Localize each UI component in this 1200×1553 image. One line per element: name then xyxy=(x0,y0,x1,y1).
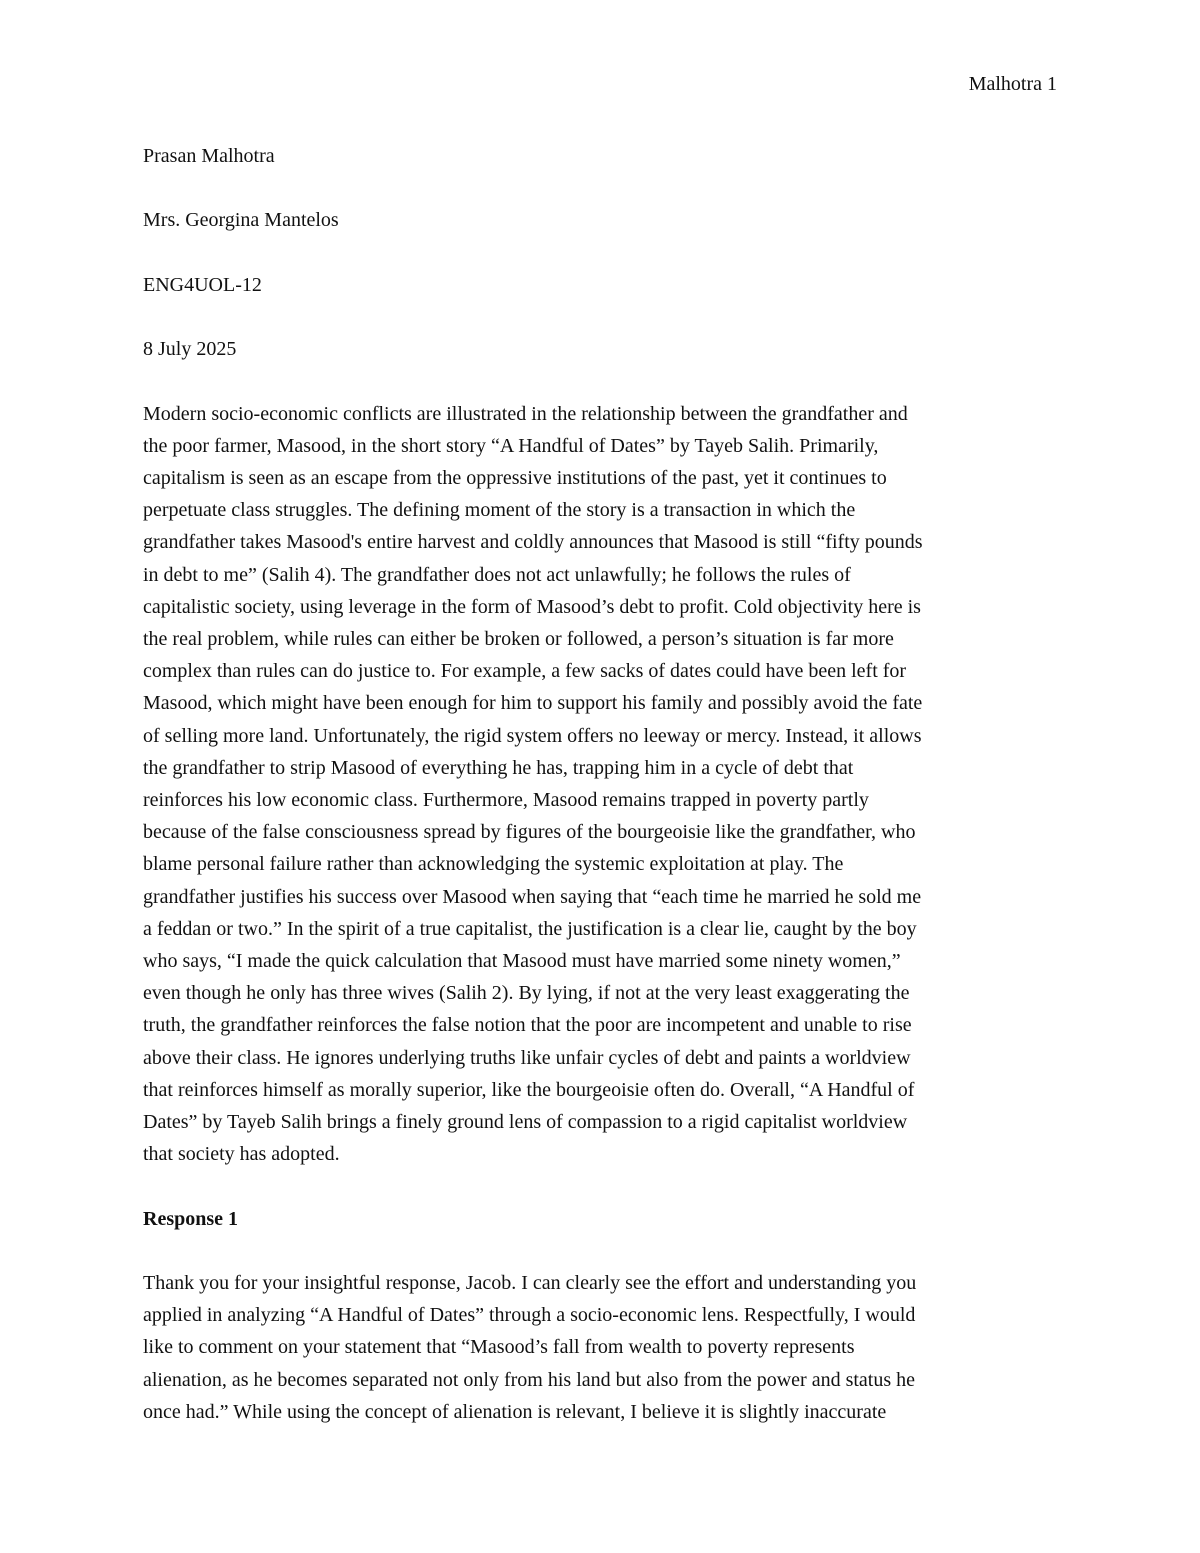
essay-line: that reinforces himself as morally superior, like the bourgeoisie often do. Overall, “A Handful of xyxy=(143,1078,915,1101)
essay-line: the poor farmer, Masood, in the short story “A Handful of Dates” by Tayeb Salih. Primarily, xyxy=(143,434,879,457)
essay-line: of selling more land. Unfortunately, the rigid system offers no leeway or mercy. Instead, it allows xyxy=(143,724,922,747)
essay-line: the grandfather to strip Masood of everything he has, trapping him in a cycle of debt that xyxy=(143,756,854,779)
essay-line: above their class. He ignores underlying truths like unfair cycles of debt and paints a worldview xyxy=(143,1046,911,1069)
line-gap xyxy=(143,301,1063,333)
line-gap xyxy=(143,237,1063,269)
response-line: applied in analyzing “A Handful of Dates” through a socio-economic lens. Respectfully, I would xyxy=(143,1304,916,1327)
response-heading: Response 1 xyxy=(143,1207,239,1230)
essay-line: a feddan or two.” In the spirit of a true capitalist, the justification is a clear lie, caught by the boy xyxy=(143,917,917,940)
response-line: Thank you for your insightful response, Jacob. I can clearly see the effort and understanding you xyxy=(143,1271,917,1294)
response-line: once had.” While using the concept of alienation is relevant, I believe it is slightly inaccurate xyxy=(143,1400,887,1423)
essay-line: capitalistic society, using leverage in the form of Masood’s debt to profit. Cold objectivity here is xyxy=(143,595,921,618)
essay-paragraph xyxy=(143,398,1063,1171)
essay-line: grandfather justifies his success over Masood when saying that “each time he married he sold me xyxy=(143,885,922,908)
essay-line: Dates” by Tayeb Salih brings a finely ground lens of compassion to a rigid capitalist worldview xyxy=(143,1110,908,1133)
line-gap xyxy=(143,1170,1063,1202)
assignment-date: 8 July 2025 xyxy=(143,338,237,361)
teacher-name: Mrs. Georgina Mantelos xyxy=(143,209,339,232)
essay-line: reinforces his low economic class. Furthermore, Masood remains trapped in poverty partly xyxy=(143,788,869,811)
essay-line: truth, the grandfather reinforces the false notion that the poor are incompetent and unable to rise xyxy=(143,1014,912,1037)
essay-line: Masood, which might have been enough for him to support his family and possibly avoid the fate xyxy=(143,692,923,715)
essay-line: because of the false consciousness spread by figures of the bourgeoisie like the grandfather, who xyxy=(143,821,916,844)
essay-line: Modern socio-economic conflicts are illustrated in the relationship between the grandfather and xyxy=(143,402,908,425)
line-gap xyxy=(143,1235,1063,1267)
response-paragraph xyxy=(143,1267,1063,1428)
line-gap xyxy=(143,172,1063,204)
student-name: Prasan Malhotra xyxy=(143,145,275,167)
course-code: ENG4UOL-12 xyxy=(143,273,262,296)
essay-line: perpetuate class struggles. The defining moment of the story is a transaction in which the xyxy=(143,499,856,522)
document-body xyxy=(143,140,1063,1428)
essay-line: blame personal failure rather than acknowledging the systemic exploitation at play. The xyxy=(143,853,844,876)
running-head: Malhotra 1 xyxy=(968,73,1057,95)
response-line: alienation, as he becomes separated not only from his land but also from the power and status he xyxy=(143,1368,916,1391)
essay-line: in debt to me” (Salih 4). The grandfather does not act unlawfully; he follows the rules of xyxy=(143,563,851,586)
response-line: like to comment on your statement that “Masood’s fall from wealth to poverty represents xyxy=(143,1336,855,1359)
essay-line: that society has adopted. xyxy=(143,1143,340,1166)
line-gap xyxy=(143,365,1063,397)
essay-line: the real problem, while rules can either be broken or followed, a person’s situation is far more xyxy=(143,627,894,650)
essay-line: capitalism is seen as an escape from the oppressive institutions of the past, yet it continues to xyxy=(143,466,887,489)
essay-line: even though he only has three wives (Salih 2). By lying, if not at the very least exaggerating the xyxy=(143,982,910,1005)
essay-line: grandfather takes Masood's entire harvest and coldly announces that Masood is still “fifty pounds xyxy=(143,531,923,554)
essay-line: complex than rules can do justice to. For example, a few sacks of dates could have been left for xyxy=(143,660,907,683)
essay-line: who says, “I made the quick calculation that Masood must have married some ninety women,” xyxy=(143,949,901,972)
